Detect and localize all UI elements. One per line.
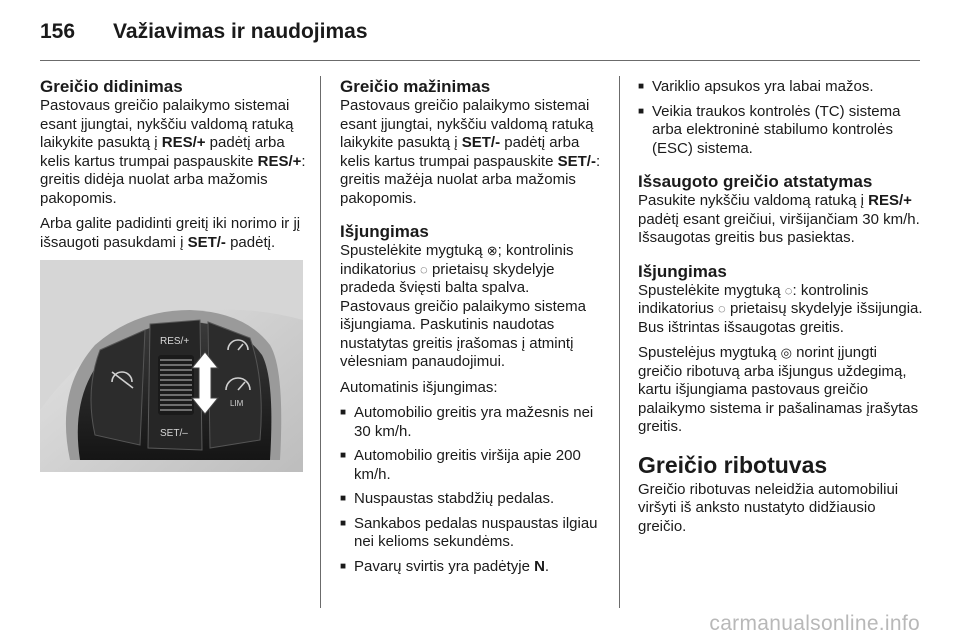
paragraph: Spustelėkite mygtuką ◌: kontrolinis indikatorius ◌ prietaisų skydelyje išsijungia. Bus ištrintas išsaugotas greitis. bbox=[638, 281, 923, 336]
paragraph: Automatinis išjungimas: bbox=[340, 378, 498, 396]
list-item: ■ Pavarų svirtis yra padėtyje N. bbox=[340, 558, 608, 577]
list-item: ■ Sankabos pedalas nuspaustas ilgiau nei kelioms sekundėms. bbox=[340, 515, 608, 552]
list-item: ■ Veikia traukos kontrolės (TC) sistema arba elektroninė stabilumo kontrolės (ESC) sistema. bbox=[638, 103, 923, 159]
bold-term: RES/+ bbox=[257, 152, 302, 170]
bold-term: SET/- bbox=[187, 233, 226, 251]
bold-term: SET/- bbox=[461, 134, 501, 151]
paragraph: Pastovaus greičio palaikymo sistemai esant įjungtai, nykščiu valdomą ratuką laikykite pasuktą į RES/+ padėtį arba kelis kartus trumpai paspauskite RES/+: greitis didėja nuolat arba mažomis pakopomis. bbox=[40, 97, 306, 207]
header-divider bbox=[40, 60, 920, 61]
column-divider-2 bbox=[619, 76, 620, 608]
bold-term: RES/+ bbox=[161, 134, 206, 151]
figure-res-label: RES/+ bbox=[160, 336, 190, 347]
heading-deactivation: Išjungimas bbox=[340, 222, 429, 241]
chapter-title: Važiavimas ir naudojimas bbox=[113, 20, 368, 43]
heading-resume-speed: Išsaugoto greičio atstatymas bbox=[638, 172, 873, 191]
column-divider-1 bbox=[320, 76, 321, 608]
heading-speed-decrease: Greičio mažinimas bbox=[340, 77, 491, 96]
heading-speed-increase: Greičio didinimas bbox=[40, 77, 183, 96]
list-item: ■ Automobilio greitis yra mažesnis nei 30 km/h. bbox=[340, 404, 608, 441]
column-3 bbox=[638, 76, 923, 543]
inline-symbol-icon: ◎ bbox=[780, 345, 792, 360]
paragraph: Arba galite padidinti greitį iki norimo ir jį išsaugoti pasukdami į SET/- padėtį. bbox=[40, 215, 301, 251]
figure-lim-label: LIM bbox=[230, 399, 244, 408]
inline-symbol-icon: ⊗ bbox=[486, 243, 498, 258]
bold-term: N bbox=[534, 557, 545, 575]
figure-set-label: SET/– bbox=[160, 428, 188, 439]
paragraph: Pastovaus greičio palaikymo sistema išjungiama. Paskutinis naudotas nustatytas greitis įrašomas į atmintį vėlesniam panaudojimui. bbox=[340, 297, 586, 370]
paragraph: Spustelėkite mygtuką ⊗; kontrolinis indikatorius ◌ prietaisų skydelyje pradeda švięsti balta spalva. bbox=[340, 242, 574, 296]
auto-deactivation-list-continued bbox=[638, 78, 923, 158]
paragraph: Spustelėjus mygtuką ◎ norint įjungti greičio ribotuvą arba išjungus uždegimą, kartu išjungiama pastovaus greičio palaikymo sistema ir pašalinamas įrašytas greitis. bbox=[638, 344, 919, 435]
heading-speed-limiter: Greičio ribotuvas bbox=[638, 451, 828, 478]
column-1 bbox=[40, 76, 308, 472]
inline-symbol-icon: ◌ bbox=[718, 301, 726, 316]
heading-switch-off: Išjungimas bbox=[638, 261, 727, 281]
paragraph: Pasukite nykščiu valdomą ratuką į RES/+ padėtį esant greičiui, viršijančiam 30 km/h. Išsaugotas greitis bus pasiektas. bbox=[638, 192, 920, 246]
inline-symbol-icon: ◌ bbox=[420, 261, 428, 277]
steering-wheel-controls-figure bbox=[40, 260, 303, 472]
bold-term: RES/+ bbox=[868, 192, 912, 209]
page-number: 156 bbox=[40, 20, 76, 43]
watermark: carmanualsonline.info bbox=[709, 612, 920, 635]
paragraph: Pastovaus greičio palaikymo sistemai esant įjungtai, nykščiu valdomą ratuką laikykite pasuktą į SET/- padėtį arba kelis kartus trumpai paspauskite SET/-: greitis mažėja nuolat arba mažomis pakopomis. bbox=[340, 97, 601, 207]
list-item: ■ Nuspaustas stabdžių pedalas. bbox=[340, 490, 608, 509]
auto-deactivation-list bbox=[340, 404, 608, 576]
bold-term: SET/- bbox=[557, 152, 596, 170]
column-2 bbox=[340, 76, 608, 582]
list-item: ■ Variklio apsukos yra labai mažos. bbox=[638, 78, 923, 97]
page-header bbox=[40, 12, 368, 52]
paragraph: Greičio ribotuvas neleidžia automobiliui viršyti iš anksto nustatyto didžiausio greičio. bbox=[638, 480, 899, 535]
inline-symbol-icon: ◌ bbox=[784, 282, 793, 298]
list-item: ■ Automobilio greitis viršija apie 200 km/h. bbox=[340, 447, 608, 484]
